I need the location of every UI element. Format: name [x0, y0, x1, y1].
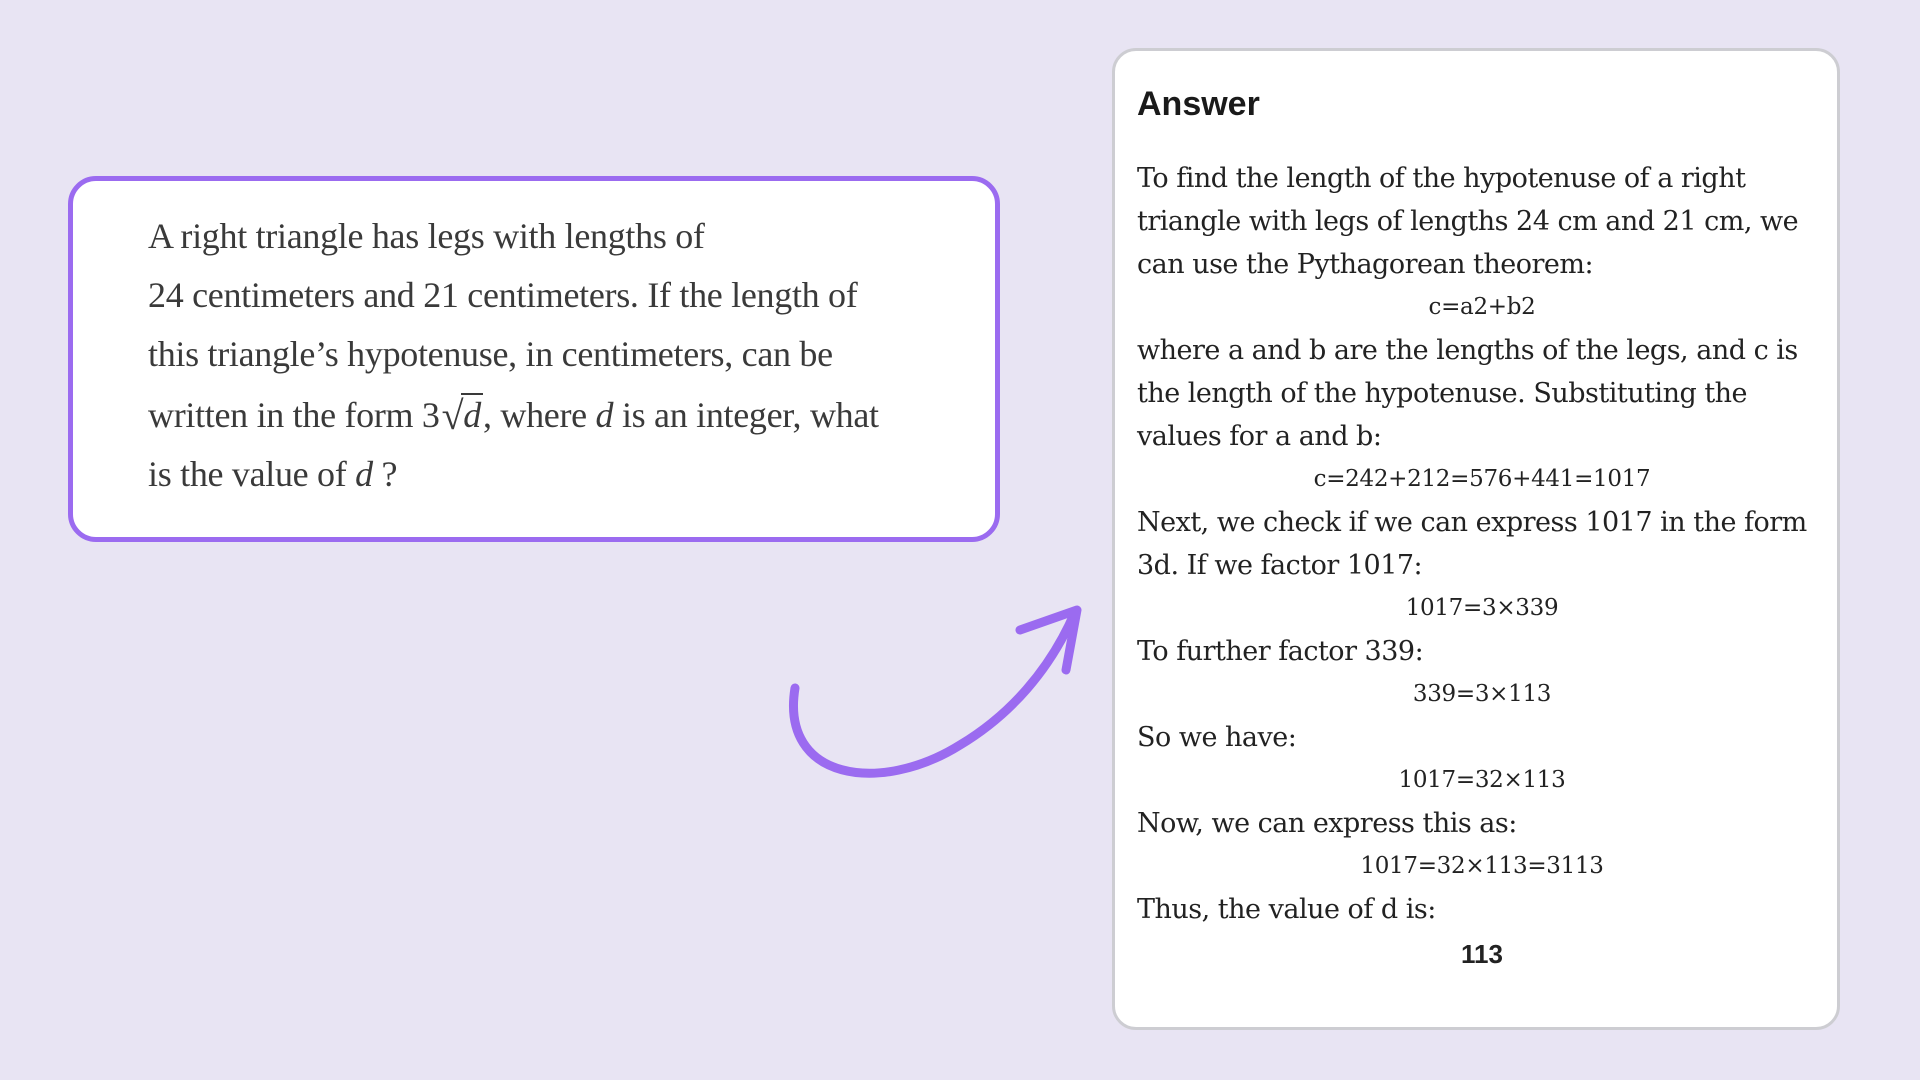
answer-paragraph-line: So we have: — [1137, 722, 1297, 753]
variable-d: d — [355, 454, 373, 494]
answer-paragraph-line: the length of the hypotenuse. Substituting the — [1137, 378, 1748, 409]
equation: 339=3×113 — [1412, 681, 1552, 707]
question-line: this triangle’s hypotenuse, in centimeters, can be — [148, 334, 833, 374]
radical-sign: √ — [441, 393, 464, 438]
question-text — [148, 207, 988, 504]
curved-arrow-icon — [770, 590, 1090, 800]
question-text-fragment: written in the form 3 — [148, 395, 440, 435]
equation: c=a2+b2 — [1428, 294, 1536, 320]
answer-paragraph-line: values for a and b: — [1137, 421, 1382, 452]
answer-paragraph-line: can use the Pythagorean theorem: — [1137, 249, 1594, 280]
equation: 1017=32×113=3113 — [1360, 853, 1604, 879]
question-card — [68, 176, 1000, 542]
answer-title: Answer — [1137, 85, 1260, 123]
equation: 1017=3×339 — [1405, 595, 1559, 621]
variable-d: d — [595, 395, 614, 435]
final-answer: 113 — [1461, 939, 1503, 969]
question-line — [148, 445, 988, 504]
question-text-fragment: is an integer, what — [613, 395, 879, 435]
answer-paragraph-line: To further factor 339: — [1137, 636, 1424, 667]
answer-paragraph-line: Now, we can express this as: — [1137, 808, 1517, 839]
answer-paragraph-line: To find the length of the hypotenuse of a right — [1137, 163, 1746, 194]
question-text-fragment: , where — [483, 395, 596, 435]
answer-body — [1137, 157, 1827, 976]
answer-paragraph-line: Thus, the value of d is: — [1137, 894, 1436, 925]
question-line — [148, 384, 988, 445]
answer-paragraph-line: triangle with legs of lengths 24 cm and 21 cm, we — [1137, 206, 1799, 237]
radicand: d — [463, 395, 481, 435]
answer-card — [1112, 48, 1840, 1030]
answer-paragraph-line: 3d. If we factor 1017: — [1137, 550, 1423, 581]
answer-paragraph-line: Next, we check if we can express 1017 in the form — [1137, 507, 1807, 538]
equation: c=242+212=576+441=1017 — [1313, 466, 1651, 492]
question-line: 24 centimeters and 21 centimeters. If the length of — [148, 275, 858, 315]
equation: 1017=32×113 — [1398, 767, 1566, 793]
answer-paragraph-line: where a and b are the lengths of the legs, and c is — [1137, 335, 1798, 366]
question-line: A right triangle has legs with lengths of — [148, 216, 705, 256]
question-text-fragment: is the value of — [148, 454, 356, 494]
square-root-expression — [440, 384, 483, 445]
question-text-fragment: ? — [372, 454, 398, 494]
